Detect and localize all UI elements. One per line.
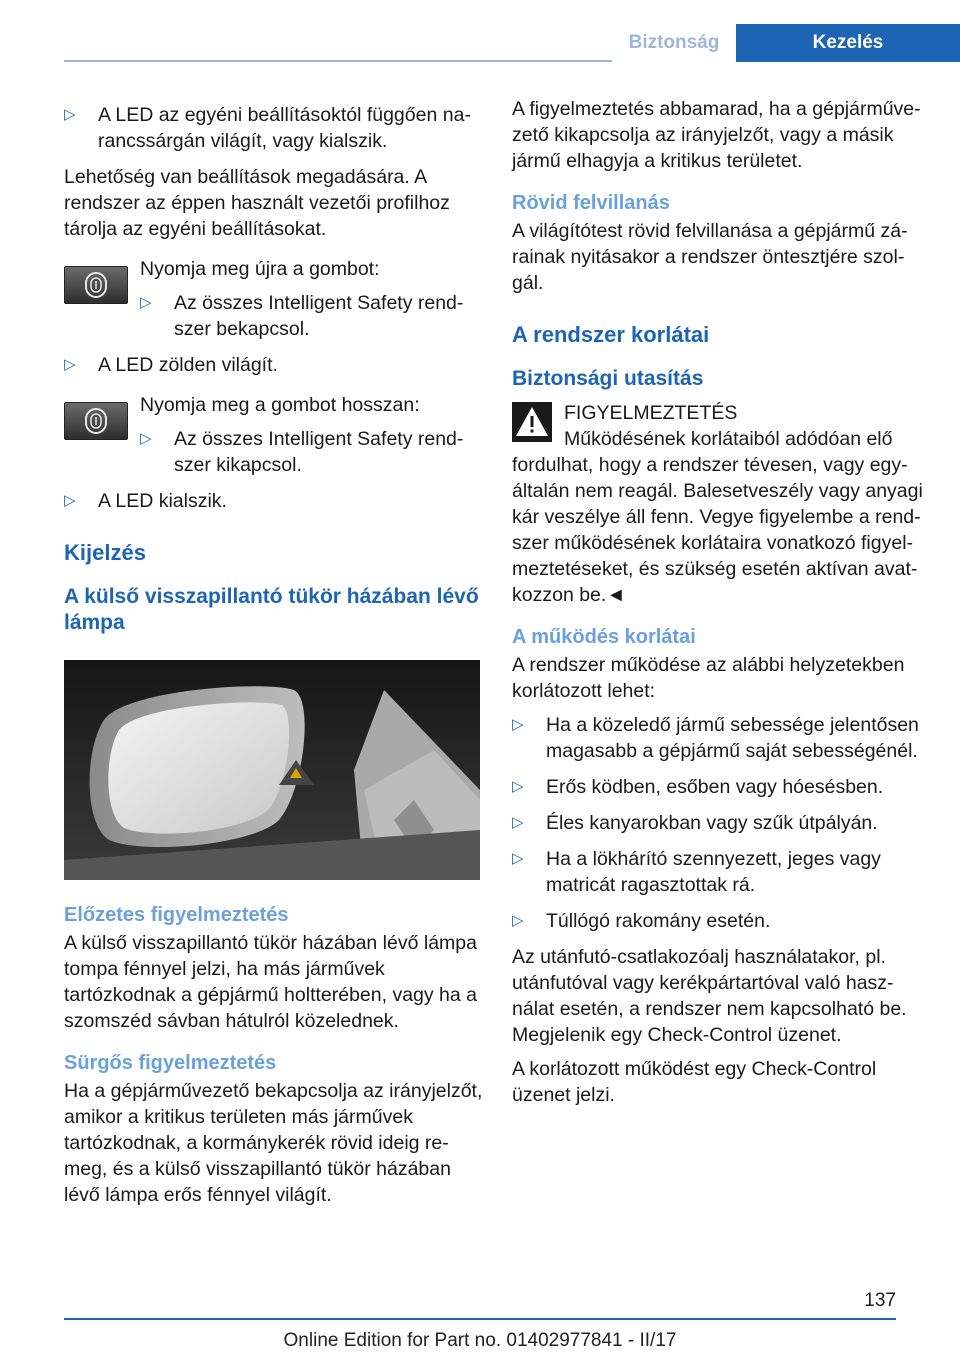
press-again-block <box>64 256 484 342</box>
heading-short-flash: Rövid felvillanás <box>512 192 670 214</box>
header-section-tab[interactable]: Biztonság <box>612 24 736 62</box>
pre-warning-text: A külső visszapillantó tükör házában lévő lámpa tompa fénnyel jelzi, ha más járművek tartózkodnak a gépjármű holtterében, vagy ha a szomszéd sávban hátulról közelednek. <box>64 932 478 1032</box>
bullet-marker: ▷ <box>64 356 76 373</box>
warning-stop-text: A figyelmeztetés abbamarad, ha a gépjárművezető kikapcsolja az irányjelzőt, vagy a másik jármű elhagyja a kritikus területet. <box>512 98 921 172</box>
bullet-marker: ▷ <box>140 294 152 311</box>
list-item: ▷ Erős ködben, esőben vagy hóesésben. <box>512 776 884 798</box>
urgent-warning-text: Ha a gépjárművezető bekapcsolja az irányjelzőt, amikor a kritikus területen más járművek tartózkodnak, a kormánykerék rövid ideig remeg, és a külső visszapillantó tükör házában lévő lámpa erős fénnyel világít. <box>64 1080 483 1206</box>
footer-rule <box>64 1318 896 1320</box>
bullet-marker: ▷ <box>64 106 76 123</box>
list-item: ▷ Éles kanyarokban vagy szűk útpályán. <box>512 812 878 834</box>
bullet-marker: ▷ <box>64 492 76 509</box>
bullet-marker: ▷ <box>512 716 524 733</box>
bullet-marker: ▷ <box>512 912 524 929</box>
warning-triangle-icon <box>512 402 552 442</box>
function-limits-text: A rendszer működése az alábbi helyzetekben korlátozott lehet: <box>512 654 905 702</box>
mirror-photo <box>64 660 480 880</box>
list-item: ▷ Ha a lökhárító szennyezett, jeges vagy matricát ragasztottak rá. <box>512 848 881 896</box>
bullet-led-green: ▷ A LED zölden világít. <box>64 354 278 376</box>
bullet-led-individual: ▷ A LED az egyéni beállításoktól függően narancssárgán világít, vagy kialszik. <box>64 104 471 152</box>
heading-mirror-lamp: A külső visszapillantó tükör házában lévő lámpa <box>64 585 479 634</box>
heading-system-limits: A rendszer korlátai <box>512 322 710 347</box>
warning-block <box>512 400 928 452</box>
heading-safety-note: Biztonsági utasítás <box>512 367 704 390</box>
bullet-all-on: ▷ Az összes Intelligent Safety rendszer bekapcsol. <box>140 292 464 340</box>
warning-text: fordulhat, hogy a rendszer tévesen, vagy egyáltalán nem reagál. Balesetveszély vagy anyagi kár veszélye áll fenn. Vegye figyelembe a rendszer működésének korlátaira vonatkozó figyelmeztetéseket, és szükség esetén aktívan avatkozzon be.◄ <box>512 454 923 606</box>
settings-paragraph: Lehetőség van beállítások megadására. A rendszer az éppen használt vezetői profilhoz tárolja az egyéni beállításokat. <box>64 166 450 240</box>
safety-button-icon <box>64 266 128 304</box>
bullet-marker: ▷ <box>512 814 524 831</box>
left-column <box>64 96 484 1216</box>
list-item: ▷ Túllógó rakomány esetén. <box>512 910 771 932</box>
check-control-text: A korlátozott működést egy Check-Control üzenet jelzi. <box>512 1058 877 1106</box>
warning-first-line: Működésének korlátaiból adódóan elő <box>564 428 893 450</box>
footer-edition: Online Edition for Part no. 01402977841 - II/17 <box>283 1330 677 1351</box>
safety-button-icon <box>64 402 128 440</box>
list-item: ▷ Ha a közeledő jármű sebessége jelentősen magasabb a gépjármű saját sebességénél. <box>512 714 919 762</box>
heading-urgent-warning: Sürgős figyelmeztetés <box>64 1052 277 1074</box>
press-again-text: Nyomja meg újra a gombot: <box>140 258 380 280</box>
press-long-text: Nyomja meg a gombot hosszan: <box>140 394 420 416</box>
warning-title: FIGYELMEZTETÉS <box>564 402 738 424</box>
bullet-marker: ▷ <box>512 850 524 867</box>
bullet-led-off: ▷ A LED kialszik. <box>64 490 227 512</box>
trailer-text: Az utánfutó-csatlakozóalj használatakor, pl. utánfutóval vagy kerékpártartóval való használat esetén, a rendszer nem kapcsolható be. Megjelenik egy Check-Control üzenet. <box>512 946 907 1046</box>
press-long-block <box>64 392 484 478</box>
bullet-marker: ▷ <box>512 778 524 795</box>
page-number: 137 <box>864 1290 896 1311</box>
bullet-all-off: ▷ Az összes Intelligent Safety rendszer kikapcsol. <box>140 428 464 476</box>
bullet-marker: ▷ <box>140 430 152 447</box>
heading-display: Kijelzés <box>64 540 146 565</box>
heading-function-limits: A működés korlátai <box>512 626 696 648</box>
heading-pre-warning: Előzetes figyelmeztetés <box>64 904 289 926</box>
right-column <box>512 96 928 1116</box>
header-active-tab[interactable]: Kezelés <box>736 24 960 62</box>
short-flash-text: A világítótest rövid felvillanása a gépjármű zárainak nyitásakor a rendszer öntesztjére szolgál. <box>512 220 908 294</box>
